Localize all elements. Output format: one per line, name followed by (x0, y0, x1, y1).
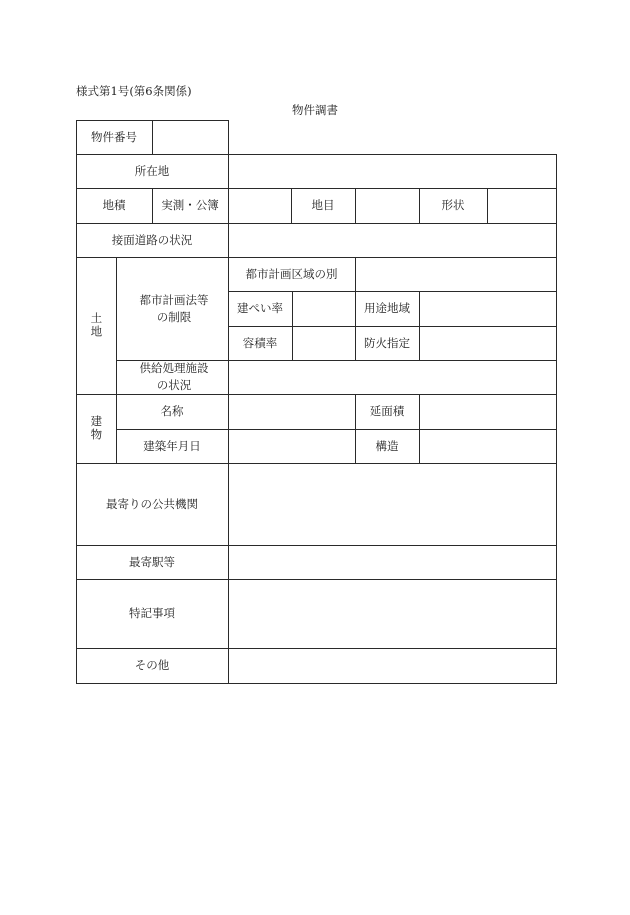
fire-zone-label: 防火指定 (364, 335, 410, 350)
survey-registry-label: 実測・公簿 (161, 198, 219, 213)
construction-date-label: 建築年月日 (143, 438, 201, 453)
shape-field[interactable] (487, 188, 556, 223)
planning-area-type-label: 都市計画区域の別 (245, 266, 338, 281)
other-field[interactable] (228, 648, 556, 683)
property-number-label: 物件番号 (91, 129, 137, 144)
other-label: その他 (134, 658, 170, 673)
use-zone-field[interactable] (419, 291, 556, 326)
document-title: 物件調書 (292, 103, 338, 117)
land-section-label: 土地 (89, 312, 104, 339)
use-zone-label: 用途地域 (364, 301, 410, 316)
land-category-field[interactable] (355, 188, 419, 223)
nearest-station-label: 最寄駅等 (129, 554, 175, 569)
land-area-field[interactable] (228, 188, 291, 223)
form-number-label: 様式第1号(第6条関係) (76, 84, 192, 98)
urban-planning-restrictions-label: 都市計画法等の制限 (139, 292, 209, 324)
fire-zone-field[interactable] (419, 326, 556, 360)
structure-label: 構造 (375, 438, 399, 453)
special-notes-label: 特記事項 (129, 606, 175, 621)
floor-area-ratio-label: 容積率 (242, 335, 278, 350)
utilities-status-field[interactable] (228, 360, 556, 394)
land-area-label: 地積 (102, 198, 126, 213)
land-category-label: 地目 (311, 198, 335, 213)
frontage-road-label: 接面道路の状況 (111, 232, 193, 247)
total-floor-area-field[interactable] (419, 394, 556, 429)
shape-label: 形状 (441, 198, 465, 213)
nearest-station-field[interactable] (228, 545, 556, 579)
building-coverage-field[interactable] (292, 291, 355, 326)
frontage-road-field[interactable] (228, 223, 556, 257)
property-number-field[interactable] (152, 120, 228, 154)
building-coverage-label: 建ぺい率 (237, 301, 283, 316)
floor-area-ratio-field[interactable] (292, 326, 355, 360)
special-notes-field[interactable] (228, 579, 556, 648)
utilities-status-label: 供給処理施設の状況 (139, 361, 209, 392)
planning-area-type-field[interactable] (355, 257, 556, 291)
structure-field[interactable] (419, 429, 556, 463)
construction-date-field[interactable] (228, 429, 355, 463)
building-section-label: 建物 (89, 415, 104, 442)
location-label: 所在地 (134, 163, 170, 178)
building-name-label: 名称 (160, 404, 184, 419)
location-field[interactable] (228, 154, 556, 188)
building-name-field[interactable] (228, 394, 355, 429)
total-floor-area-label: 延面積 (369, 404, 405, 419)
nearest-public-facilities-label: 最寄りの公共機関 (106, 496, 198, 511)
nearest-public-facilities-field[interactable] (228, 463, 556, 545)
